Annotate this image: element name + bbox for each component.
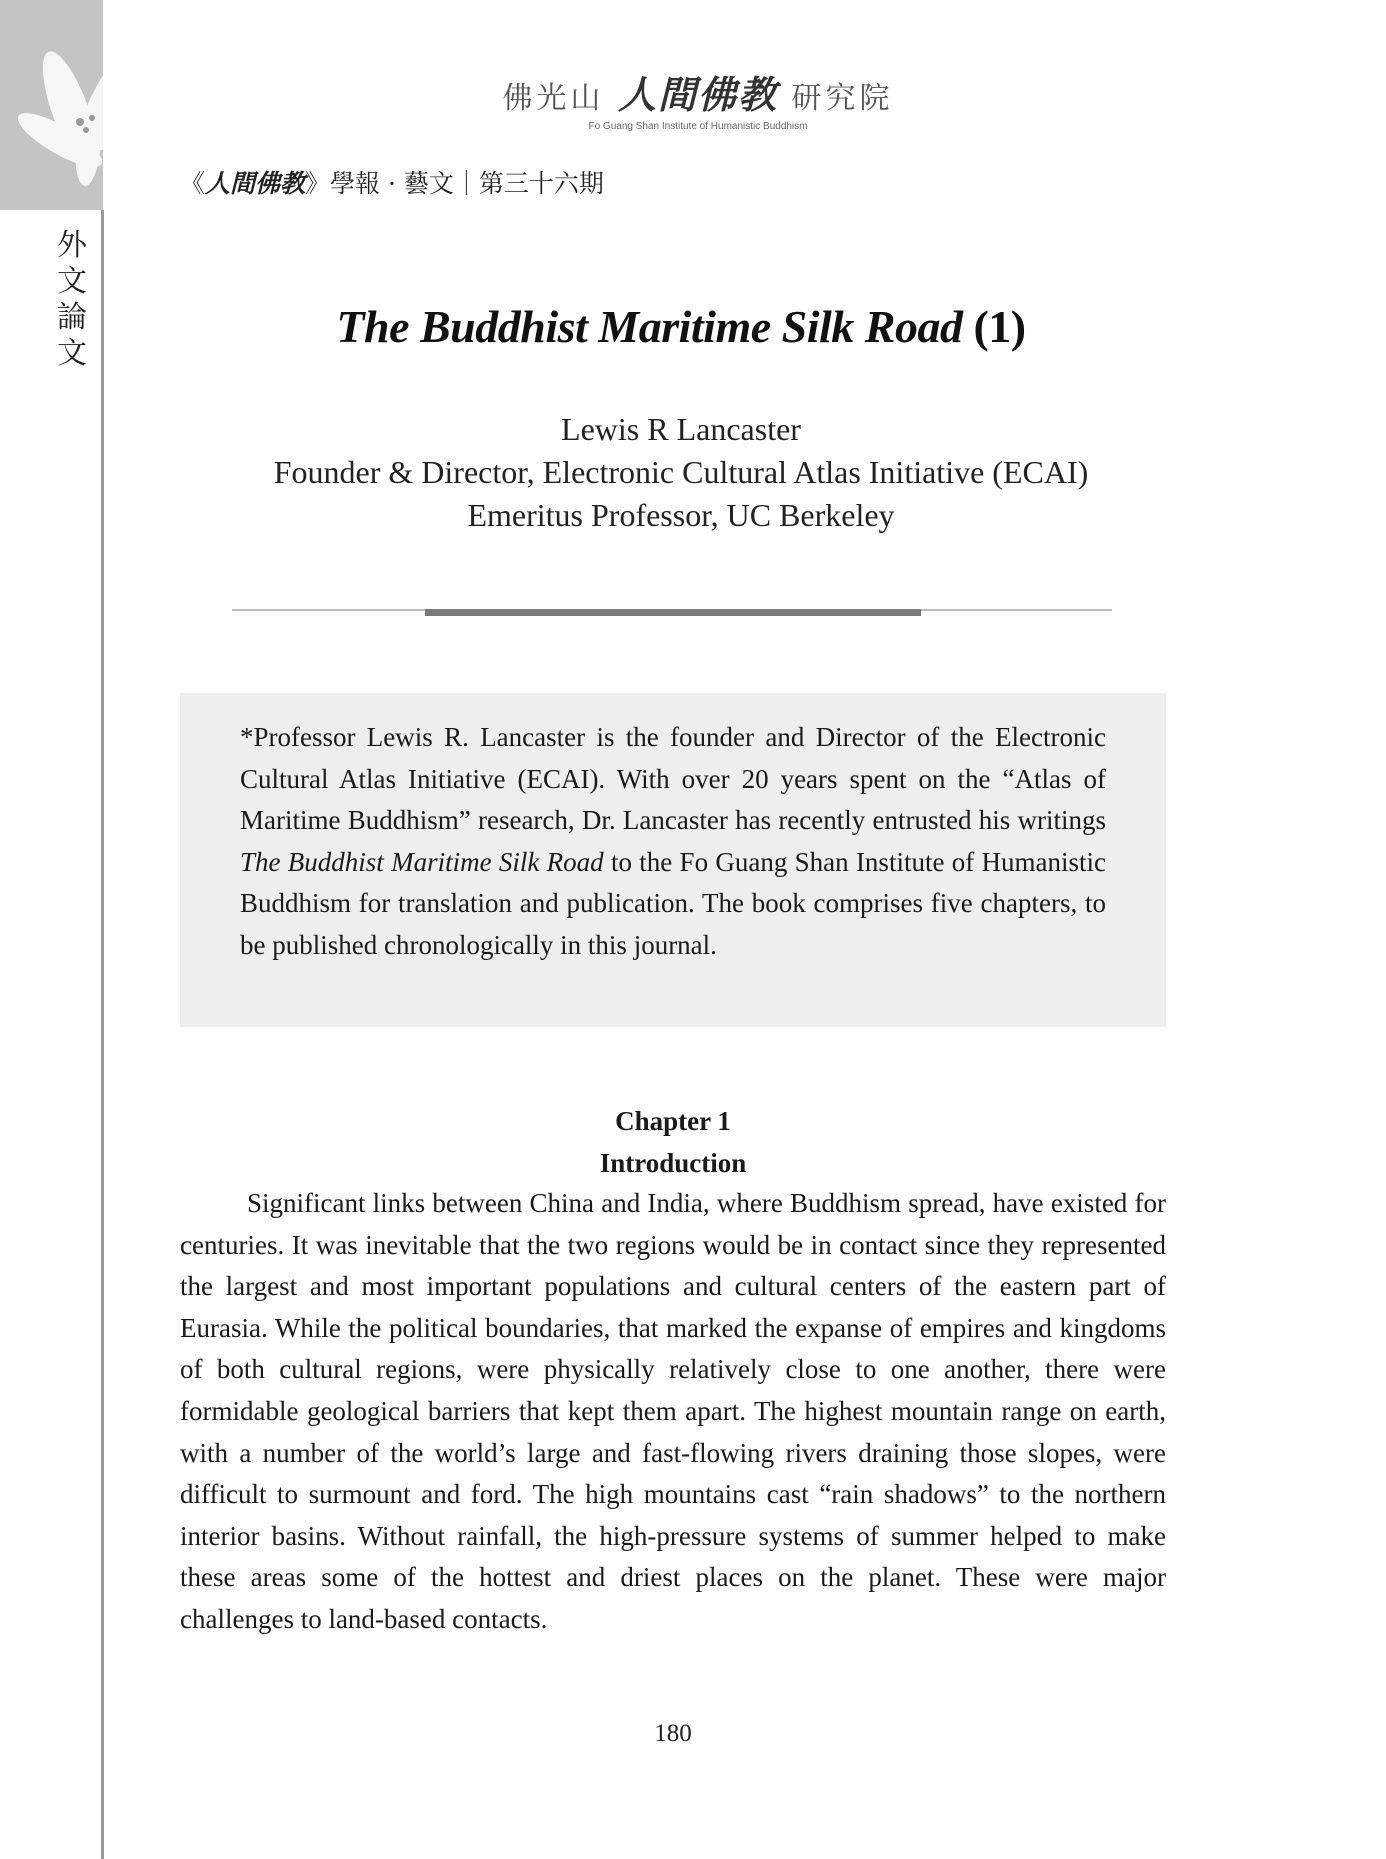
institute-name-en: Fo Guang Shan Institute of Humanistic Buddhism — [588, 121, 808, 132]
lotus-icon — [0, 0, 200, 210]
chapter-title: Introduction — [599, 1147, 747, 1178]
journal-logo: 人間佛教 — [205, 169, 306, 198]
chapter-number: Chapter 1 — [615, 1106, 731, 1136]
page-number: 180 — [654, 1720, 692, 1747]
section-label — [52, 228, 92, 372]
institute-name-post: 研究院 — [791, 81, 894, 116]
section-label-char: 文 — [57, 336, 87, 371]
author-name: Lewis R Lancaster — [561, 411, 801, 447]
author-note-box — [180, 693, 1166, 1027]
divider-thick — [425, 609, 921, 616]
margin-rule — [101, 210, 104, 1859]
article-title-number: (1) — [962, 301, 1026, 352]
institute-logo: 人間佛教 — [617, 73, 778, 117]
article-title-main: The Buddhist Maritime Silk Road — [336, 301, 963, 352]
body-paragraph: Significant links between China and India, where Buddhism spread, have existed for centuries. It was inevitable that the two regions would be in contact since they represented the largest and most important populations and cultural centers of the eastern part of Eurasia. While the political boundaries, that marked the expanse of empires and kingdoms of both cultural regions, were physically relatively close to one another, there were formidable geological barriers that kept them apart. The highest mountain range on earth, with a number of the world’s large and fast-flowing rivers draining those slopes, were difficult to surmount and ford. The high mountains cast “rain shadows” to the northern interior basins. Without rainfall, the high-pressure systems of summer helped to make these areas some of the hottest and driest places on the planet. These were major challenges to land-based contacts. — [180, 1188, 1166, 1634]
journal-bracket: 《 — [180, 169, 206, 198]
article-title — [180, 300, 1182, 353]
section-label-char: 文 — [57, 264, 87, 299]
institute-name-pre: 佛光山 — [502, 81, 605, 116]
author-note-text: to the Fo Guang Shan Institute of Humanistic Buddhism for translation and publication. The book comprises five chapters, to be published chronologically in this journal. — [240, 846, 1107, 960]
section-label-char: 論 — [57, 300, 87, 335]
corner-decoration — [0, 0, 103, 210]
journal-issue: 》學報 · 藝文｜第三十六期 — [305, 169, 604, 198]
institute-header — [498, 64, 898, 132]
author-note-book-title: The Buddhist Maritime Silk Road — [240, 846, 604, 877]
author-block — [180, 408, 1182, 537]
author-note — [240, 717, 1106, 966]
journal-running-head — [180, 164, 604, 200]
author-role: Founder & Director, Electronic Cultural Atlas Initiative (ECAI) — [273, 454, 1089, 490]
author-note-text: *Professor Lewis R. Lancaster is the founder and Director of the Electronic Cultural Atlas Initiative (ECAI). With over 20 years spent on the “Atlas of Maritime Buddhism” research, Dr. Lancaster has recently entrusted his writings — [240, 722, 1106, 835]
author-role: Emeritus Professor, UC Berkeley — [467, 497, 895, 533]
chapter-heading — [180, 1101, 1166, 1184]
institute-name-zh — [498, 64, 898, 119]
section-label-char: 外 — [57, 228, 87, 263]
